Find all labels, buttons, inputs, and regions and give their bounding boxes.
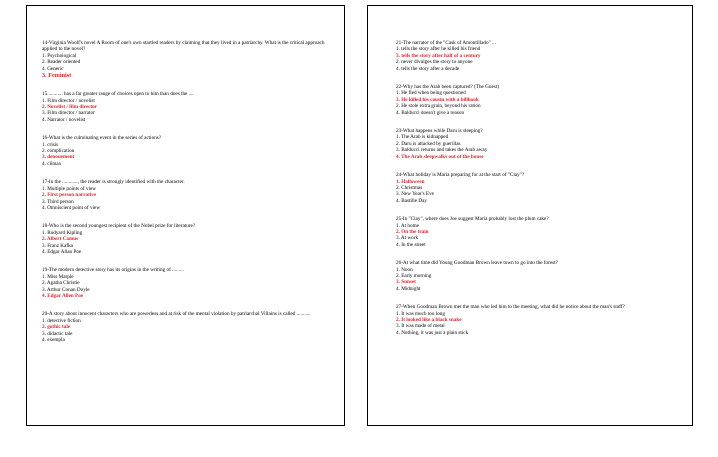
question-text: 24-What holiday is Maria preparing for at the start of "Clay"? bbox=[396, 172, 525, 179]
left-page bbox=[26, 5, 345, 426]
answer-option: 4. Narrator / novelist bbox=[42, 116, 86, 123]
question-block bbox=[42, 223, 336, 255]
answer-option: 3. didactic tale bbox=[42, 330, 73, 337]
question-block bbox=[42, 91, 336, 123]
answer-option: 1. tells the story after he killed his friend bbox=[396, 46, 481, 53]
answer-option: 2. He stole extra grain, beyond his ration bbox=[396, 103, 481, 110]
answer-option: 2. Early morning bbox=[396, 272, 432, 279]
answer-option: 3. At work bbox=[396, 235, 419, 242]
answer-option: 1. Noon bbox=[396, 266, 413, 273]
correct-answer: 3. He killed his cousin with a billhook bbox=[396, 96, 479, 103]
correct-answer: 4. The Arab sleepwalks out of the house bbox=[396, 153, 484, 160]
question-text: 27-When Goodman Brown met the man who led him to the meeting, what did he notice about the man's staff? bbox=[396, 304, 625, 311]
answer-option: 4. tells the story after a decade bbox=[396, 65, 460, 72]
correct-answer: 2. On the train bbox=[396, 228, 429, 235]
correct-answer: 2. Albert Camus bbox=[42, 236, 79, 243]
question-text: 15............ has a far greater range of choices open to him than does the .... bbox=[42, 91, 194, 98]
question-text: 14-Virginia Woolf's novel A Room of one's own startled readers by claiming that they lived in a patriarchy. What is the critical approach applied to the novel? bbox=[42, 40, 325, 53]
answer-option: 1. Film director / novelist bbox=[42, 97, 95, 104]
correct-answer: 2. Novelist / film director bbox=[42, 104, 98, 111]
answer-option: 2. complication bbox=[42, 148, 75, 155]
answer-option: 2. Reader oriented bbox=[42, 59, 81, 66]
answer-option: 2. never divulges the story to anyone bbox=[396, 59, 473, 66]
question-block bbox=[42, 135, 336, 167]
question-block bbox=[396, 172, 684, 204]
answer-option: 4. Bastille Day bbox=[396, 197, 427, 204]
answer-option: 4. In the street bbox=[396, 241, 426, 248]
correct-answer: 2. gothic tale bbox=[42, 324, 71, 331]
answer-option: 1. Multiple points of view bbox=[42, 185, 97, 192]
question-block bbox=[42, 179, 336, 211]
correct-answer: 1. Halloween bbox=[396, 178, 425, 185]
answer-option: 1. At home bbox=[396, 222, 419, 229]
answer-option: 2. Christmas bbox=[396, 184, 423, 191]
left-question-list bbox=[42, 40, 336, 355]
question-text: 16-What is the culminating event in the series of actions? bbox=[42, 135, 162, 142]
correct-answer: 3. Feminist bbox=[42, 72, 72, 80]
right-page bbox=[367, 5, 693, 426]
answer-option: 2. Daru is attacked by guerillas bbox=[396, 140, 461, 147]
answer-option: 4. Omniscient point of view bbox=[42, 204, 101, 211]
question-text: 23-What happens while Daru is sleeping? bbox=[396, 128, 483, 135]
correct-answer: 2. First person narrative bbox=[42, 192, 97, 199]
question-block bbox=[396, 128, 684, 160]
answer-option: 3. Film director / narrator bbox=[42, 110, 95, 117]
answer-option: 3. Balducci returns and takes the Arab away bbox=[396, 147, 488, 154]
question-block bbox=[42, 267, 336, 299]
answer-option: 4. Edgar Allan Poe bbox=[42, 248, 82, 255]
question-text: 20-A story about innocent characters who are powerless and at risk of the mental violation by patriarchal Villains is called ........... bbox=[42, 311, 311, 318]
answer-option: 2. Agatha Christie bbox=[42, 280, 80, 287]
answer-option: 3. Arthur Conan Doyle bbox=[42, 286, 90, 293]
answer-option: 4. Nothing, it was just a plain stick bbox=[396, 329, 469, 336]
correct-answer: 3. denouement bbox=[42, 154, 75, 161]
question-text: 25-In "Clay", where does Joe suggest Maria probably lost the plum cake? bbox=[396, 216, 549, 223]
question-text: 17-In the ............, the reader is strongly identified with the character. bbox=[42, 179, 185, 186]
answer-option: 4. Generic bbox=[42, 65, 64, 72]
question-text: 18-Who is the second youngest recipient of the Nobel prize for literature? bbox=[42, 223, 196, 230]
answer-option: 3. New Year's Eve bbox=[396, 191, 434, 198]
answer-option: 1. Psychological bbox=[42, 52, 77, 59]
answer-option: 4. Midnight bbox=[396, 285, 421, 292]
question-block bbox=[396, 260, 684, 292]
answer-option: 4. climax bbox=[42, 160, 62, 167]
answer-option: 4. Balducci doesn't give a reason bbox=[396, 109, 465, 116]
question-block bbox=[42, 311, 336, 343]
correct-answer: 2. It looked like a black snake bbox=[396, 317, 462, 323]
answer-option: 1. It was much too long bbox=[396, 310, 445, 317]
question-block bbox=[396, 216, 684, 248]
question-block bbox=[396, 84, 684, 116]
question-block bbox=[396, 304, 684, 336]
question-text: 21-The narrator of the "Cask of Amontillado" ... bbox=[396, 40, 496, 46]
correct-answer: 3. tells the story after half of a century bbox=[396, 52, 481, 59]
question-text: 19-The modern detective story has its origins in the writing of ......... bbox=[42, 267, 184, 274]
answer-option: 1. He fled when being questioned bbox=[396, 90, 466, 97]
answer-option: 4. exempla bbox=[42, 337, 65, 344]
right-question-list bbox=[396, 40, 684, 348]
question-text: 22-Why has the Arab been captured? (The Guest) bbox=[396, 84, 499, 91]
question-block bbox=[396, 40, 684, 72]
correct-answer: 3. Sunset bbox=[396, 279, 416, 286]
answer-option: 3. It was made of metal bbox=[396, 323, 445, 330]
answer-option: 1. detective fiction bbox=[42, 317, 81, 324]
answer-option: 1. The Arab is kidnapped bbox=[396, 134, 449, 141]
answer-option: 1. crisis bbox=[42, 141, 59, 148]
answer-option: 3. Franz Kafka bbox=[42, 242, 73, 249]
correct-answer: 4. Edgar Allen Poe bbox=[42, 292, 84, 299]
answer-option: 3. Third person bbox=[42, 198, 74, 205]
answer-option: 1. Rudyard Kipling bbox=[42, 229, 83, 236]
question-block bbox=[42, 40, 336, 79]
question-text: 26-At what time did Young Goodman Brown leave town to go into the forest? bbox=[396, 260, 558, 267]
answer-option: 1. Miss Marple bbox=[42, 273, 74, 280]
